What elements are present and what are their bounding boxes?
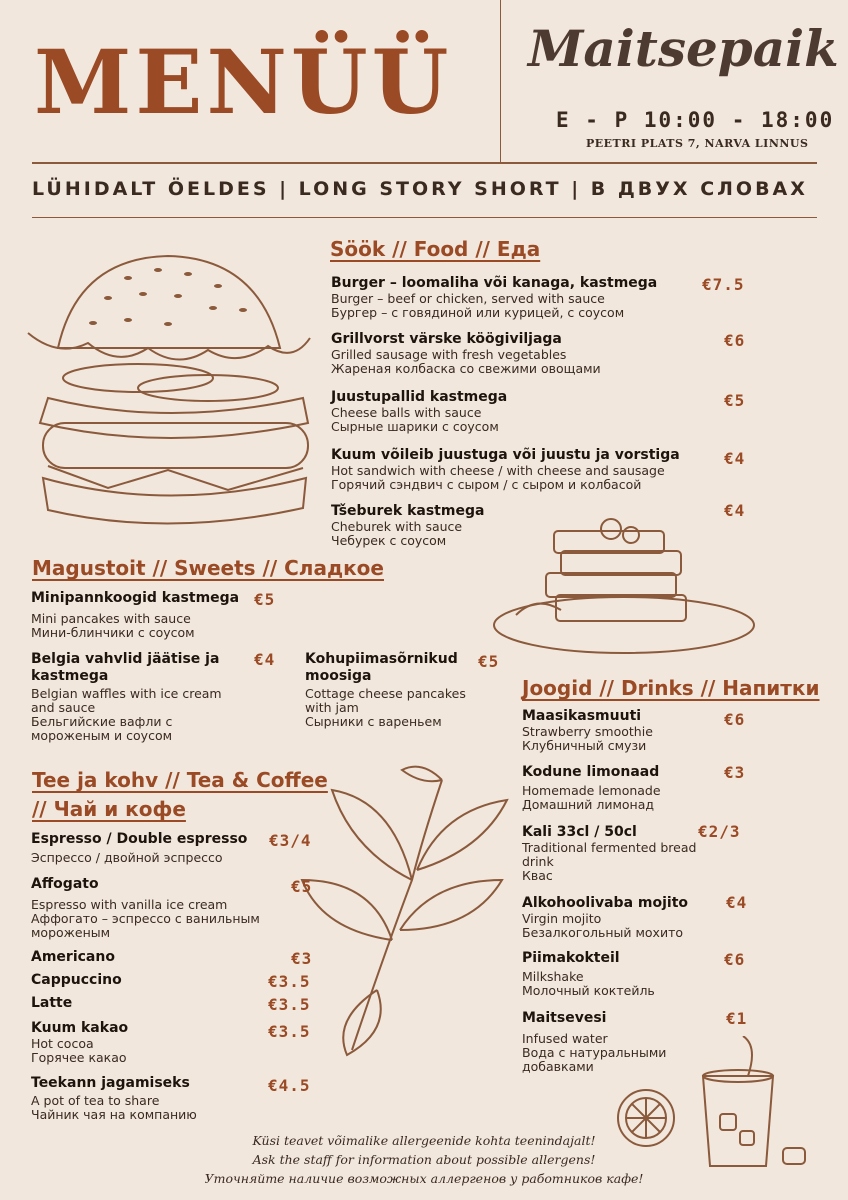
item-price: €3	[724, 763, 746, 782]
item-price: €3.5	[268, 1022, 311, 1041]
item-price: €7.5	[702, 275, 745, 294]
item-name: Kodune limonaad	[522, 764, 660, 780]
drinks-item	[522, 764, 717, 812]
food-item	[331, 389, 751, 434]
tagline-rule	[32, 217, 817, 218]
item-desc-ru: Чебурек с соусом	[331, 533, 447, 548]
item-desc-ru: Домашний лимонад	[522, 797, 655, 812]
item-desc-en: Traditional fermented bread drink	[522, 840, 697, 869]
item-desc-en: Mini pancakes with sauce	[31, 611, 191, 626]
food-section-title: Söök // Food // Еда	[330, 237, 541, 261]
item-name: Espresso / Double espresso	[31, 831, 248, 847]
item-desc-en: Cheburek with sauce	[331, 519, 463, 534]
brand-logo: Maitsepaik	[528, 19, 839, 78]
food-item	[331, 331, 751, 376]
item-price: €5	[724, 391, 746, 410]
item-desc-en: Belgian waffles with ice cream and sauce	[31, 686, 222, 715]
item-desc-ru: Чайник чая на компанию	[31, 1107, 197, 1122]
item-price: €4	[254, 650, 276, 669]
allergen-note-en: Ask the staff for information about possible allergens!	[252, 1152, 596, 1167]
allergen-note-ru: Уточняйте наличие возможных аллергенов у работников кафе!	[204, 1171, 644, 1186]
coffee-item	[31, 831, 266, 865]
item-desc-ru: Мини-блинчики с соусом	[31, 625, 195, 640]
waffles-illustration	[486, 515, 764, 663]
item-desc-ru: Бельгийские вафли с мороженым и соусом	[31, 714, 173, 743]
item-price: €5	[254, 590, 276, 609]
item-price: €4	[724, 449, 746, 468]
item-name: Americano	[31, 949, 115, 965]
sweets-item	[31, 651, 236, 743]
item-desc-ru: Вода с натуральными добавками	[522, 1045, 667, 1074]
item-desc-en: Virgin mojito	[522, 911, 602, 926]
item-name: Kuum võileib juustuga või juustu ja vorstiga	[331, 447, 680, 463]
item-desc-en: Hot cocoa	[31, 1036, 94, 1051]
coffee-item	[31, 1075, 261, 1122]
item-price: €3	[291, 949, 313, 968]
item-desc-en: Infused water	[522, 1031, 608, 1046]
item-price: €3.5	[268, 972, 311, 991]
item-desc-ru: Горячее какао	[31, 1050, 127, 1065]
item-desc-ru: Эспрессо / двойной эспрессо	[31, 850, 223, 865]
item-desc-ru: Горячий сэндвич с сыром / с сыром и колбасой	[331, 477, 642, 492]
menu-title: MENÜÜ	[34, 30, 453, 134]
item-price: €4.5	[268, 1076, 311, 1095]
coffee-section-title: Tee ja kohv // Tea & Coffee	[32, 768, 328, 792]
item-desc-ru: Аффогато – эспрессо с ванильным мороженым	[31, 911, 260, 940]
item-desc-en: Grilled sausage with fresh vegetables	[331, 347, 567, 362]
item-name: Grillvorst värske köögiviljaga	[331, 331, 562, 347]
item-name: Maasikasmuuti	[522, 708, 642, 724]
item-desc-en: Cheese balls with sauce	[331, 405, 482, 420]
opening-hours: E - P 10:00 - 18:00	[556, 108, 835, 132]
item-name: Kuum kakao	[31, 1020, 129, 1036]
item-price: €3.5	[268, 995, 311, 1014]
item-name: Alkohoolivaba mojito	[522, 895, 689, 911]
item-desc-ru: Сырные шарики с соусом	[331, 419, 499, 434]
address: PEETRI PLATS 7, NARVA LINNUS	[586, 137, 809, 150]
burger-illustration	[18, 238, 318, 538]
coffee-section-title-line2: // Чай и кофе	[32, 797, 186, 821]
item-name: Belgia vahvlid jäätise ja kastmega	[31, 651, 220, 684]
item-desc-en: Homemade lemonade	[522, 783, 661, 798]
item-desc-en: Strawberry smoothie	[522, 724, 653, 739]
sweets-item	[31, 590, 251, 640]
item-desc-en: Espresso with vanilla ice cream	[31, 897, 228, 912]
item-name: Tšeburek kastmega	[331, 503, 485, 519]
food-item	[331, 275, 751, 320]
drinks-item	[522, 950, 717, 998]
food-item	[331, 447, 721, 492]
item-name: Affogato	[31, 876, 99, 892]
drinks-section-title: Joogid // Drinks // Напитки	[522, 676, 820, 700]
header-rule	[32, 162, 817, 164]
item-price: €4	[724, 501, 746, 520]
item-name: Teekann jagamiseks	[31, 1075, 190, 1091]
item-price: €5	[291, 877, 313, 896]
header-divider	[500, 0, 501, 162]
item-desc-ru: Молочный коктейль	[522, 983, 655, 998]
mint-illustration	[292, 760, 522, 1060]
drinks-item	[522, 895, 722, 940]
item-price: €3/4	[269, 831, 312, 850]
item-name: Cappuccino	[31, 972, 122, 988]
item-name: Latte	[31, 995, 73, 1011]
item-name: Kohupiimasõrnikud moosiga	[305, 651, 458, 684]
item-price: €6	[724, 950, 746, 969]
drinks-item	[522, 708, 717, 753]
item-price: €5	[478, 652, 500, 671]
coffee-item	[31, 876, 271, 940]
item-price: €1	[726, 1009, 748, 1028]
item-desc-ru: Клубничный смузи	[522, 738, 647, 753]
item-name: Burger – loomaliha või kanaga, kastmega	[331, 275, 658, 291]
item-desc-ru: Сырники с вареньем	[305, 714, 442, 729]
item-name: Minipannkoogid kastmega	[31, 590, 240, 606]
item-price: €2/3	[698, 822, 741, 841]
item-name: Kali 33cl / 50cl	[522, 824, 637, 840]
item-desc-ru: Бургер – с говядиной или курицей, с соусом	[331, 305, 625, 320]
item-desc-en: Cottage cheese pancakes with jam	[305, 686, 466, 715]
tagline: LÜHIDALT ÖELDES | LONG STORY SHORT | В ДВУХ СЛОВАХ	[32, 178, 808, 200]
item-name: Maitsevesi	[522, 1010, 607, 1026]
item-desc-ru: Безалкогольный мохито	[522, 925, 683, 940]
sweets-item	[305, 651, 480, 729]
sweets-section-title: Magustoit // Sweets // Сладкое	[32, 556, 384, 580]
coffee-item	[31, 1020, 261, 1065]
item-price: €6	[724, 710, 746, 729]
item-desc-en: Milkshake	[522, 969, 584, 984]
item-price: €6	[724, 331, 746, 350]
allergen-note-et: Küsi teavet võimalike allergeenide kohta teenindajalt!	[252, 1133, 596, 1148]
item-desc-en: Burger – beef or chicken, served with sauce	[331, 291, 605, 306]
item-desc-ru: Жареная колбаска со свежими овощами	[331, 361, 601, 376]
item-desc-ru: Квас	[522, 868, 553, 883]
item-price: €4	[726, 893, 748, 912]
drinks-item	[522, 824, 707, 883]
item-name: Piimakokteil	[522, 950, 620, 966]
item-desc-en: Hot sandwich with cheese / with cheese and sausage	[331, 463, 665, 478]
item-desc-en: A pot of tea to share	[31, 1093, 160, 1108]
item-name: Juustupallid kastmega	[331, 389, 508, 405]
